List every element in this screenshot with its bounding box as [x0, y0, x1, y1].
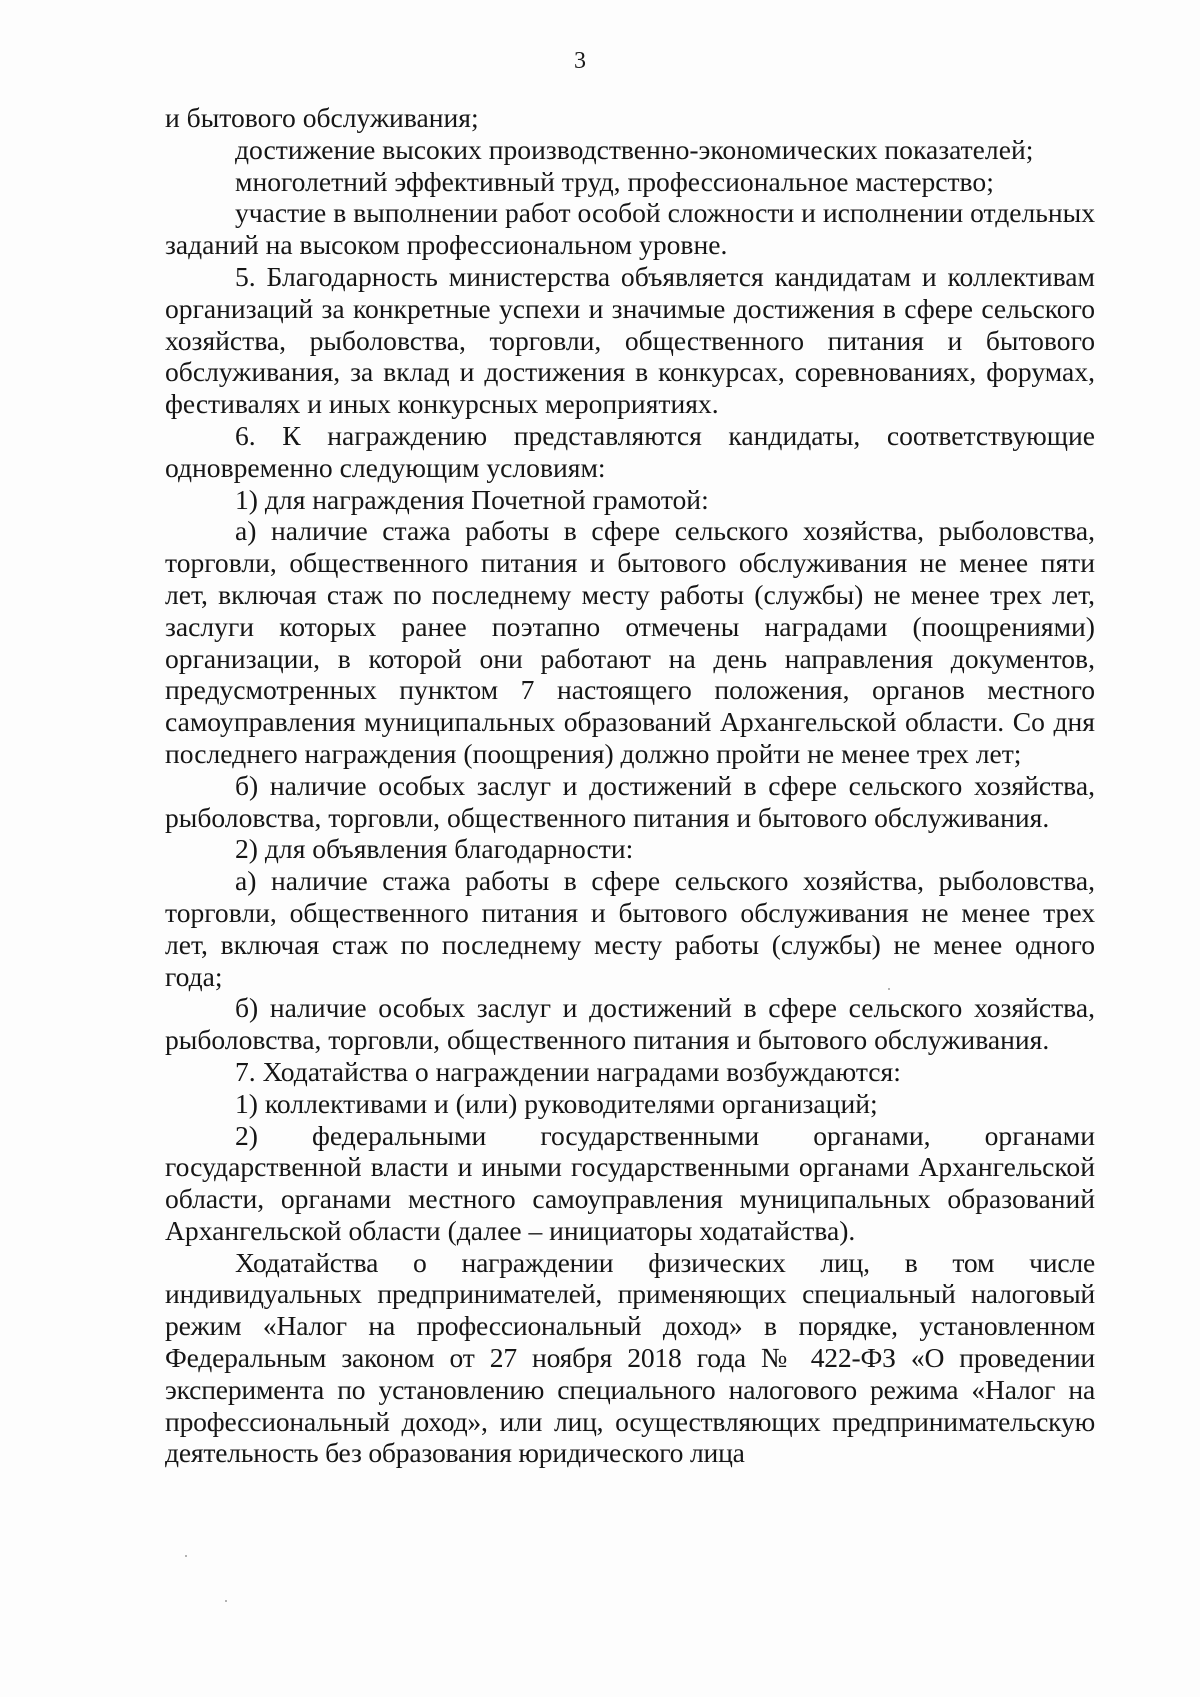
paragraph-list-item: участие в выполнении работ особой сложности и исполнении отдельных заданий на высоком профессиональном уровне.	[165, 197, 1095, 261]
paragraph-subclause-6-2: 2) для объявления благодарности:	[235, 833, 634, 865]
paragraph-clause-5: 5. Благодарность министерства объявляется кандидатам и коллективам организаций за конкретные успехи и значимые достижения в сфере сельского хозяйства, рыболовства, торговли, общественного питания и бытового обслуживания, за вклад и достижения в конкурсах, соревнованиях, форумах, фестивалях и иных конкурсных мероприятиях.	[165, 260, 1095, 420]
paragraph-subclause-7-2: 2) федеральными государственными органами, органами государственной власти и иными государственными органами Архангельской области, органами местного самоуправления муниципальных образований Архангельской области (далее – инициаторы ходатайства).	[165, 1119, 1095, 1246]
paragraph-subclause-6-1-a: а) наличие стажа работы в сфере сельского хозяйства, рыболовства, торговли, общественного питания и бытового обслуживания не менее пяти лет, включая стаж по последнему месту работы (службы) не менее трех лет, заслуги которых ранее поэтапно отмечены наградами (поощрениями) организации, в которой они работают на день направления документов, предусмотренных пунктом 7 настоящего положения, органов местного самоуправления муниципальных образований Архангельской области. Со дня последнего награждения (поощрения) должно пройти не менее трех лет;	[165, 515, 1095, 769]
paragraph-clause-7: 7. Ходатайства о награждении наградами возбуждаются:	[235, 1055, 901, 1087]
paragraph-subclause-6-1-b: б) наличие особых заслуг и достижений в сфере сельского хозяйства, рыболовства, торговли, общественного питания и бытового обслуживания.	[165, 769, 1095, 833]
paragraph-subclause-7-1: 1) коллективами и (или) руководителями организаций;	[235, 1087, 878, 1119]
paragraph-list-item: многолетний эффективный труд, профессиональное мастерство;	[235, 165, 994, 197]
paragraph-subclause-6-2-b: б) наличие особых заслуг и достижений в сфере сельского хозяйства, рыболовства, торговли, общественного питания и бытового обслуживания.	[165, 992, 1095, 1056]
page-number: 3	[574, 48, 586, 74]
scan-speck	[185, 1555, 187, 1557]
paragraph-continuation: и бытового обслуживания;	[165, 102, 479, 133]
paragraph-subclause-6-1: 1) для награждения Почетной грамотой:	[235, 483, 709, 515]
scan-speck	[888, 988, 890, 990]
document-body	[165, 102, 1095, 1469]
paragraph-subclause-6-2-a: а) наличие стажа работы в сфере сельского хозяйства, рыболовства, торговли, общественного питания и бытового обслуживания не менее трех лет, включая стаж по последнему месту работы (службы) не менее одного года;	[165, 865, 1095, 992]
paragraph-petitions: Ходатайства о награждении физических лиц, в том числе индивидуальных предпринимателей, применяющих специальный налоговый режим «Налог на профессиональный доход» в порядке, установленном Федеральным законом от 27 ноября 2018 года № 422-ФЗ «О проведении эксперимента по установлению специального налогового режима «Налог на профессиональный доход», или лиц, осуществляющих предпринимательскую деятельность без образования юридического лица	[165, 1246, 1095, 1469]
paragraph-list-item: достижение высоких производственно-экономических показателей;	[235, 133, 1034, 165]
scan-speck	[225, 1600, 227, 1602]
paragraph-clause-6: 6. К награждению представляются кандидаты, соответствующие одновременно следующим условиям:	[165, 419, 1095, 483]
